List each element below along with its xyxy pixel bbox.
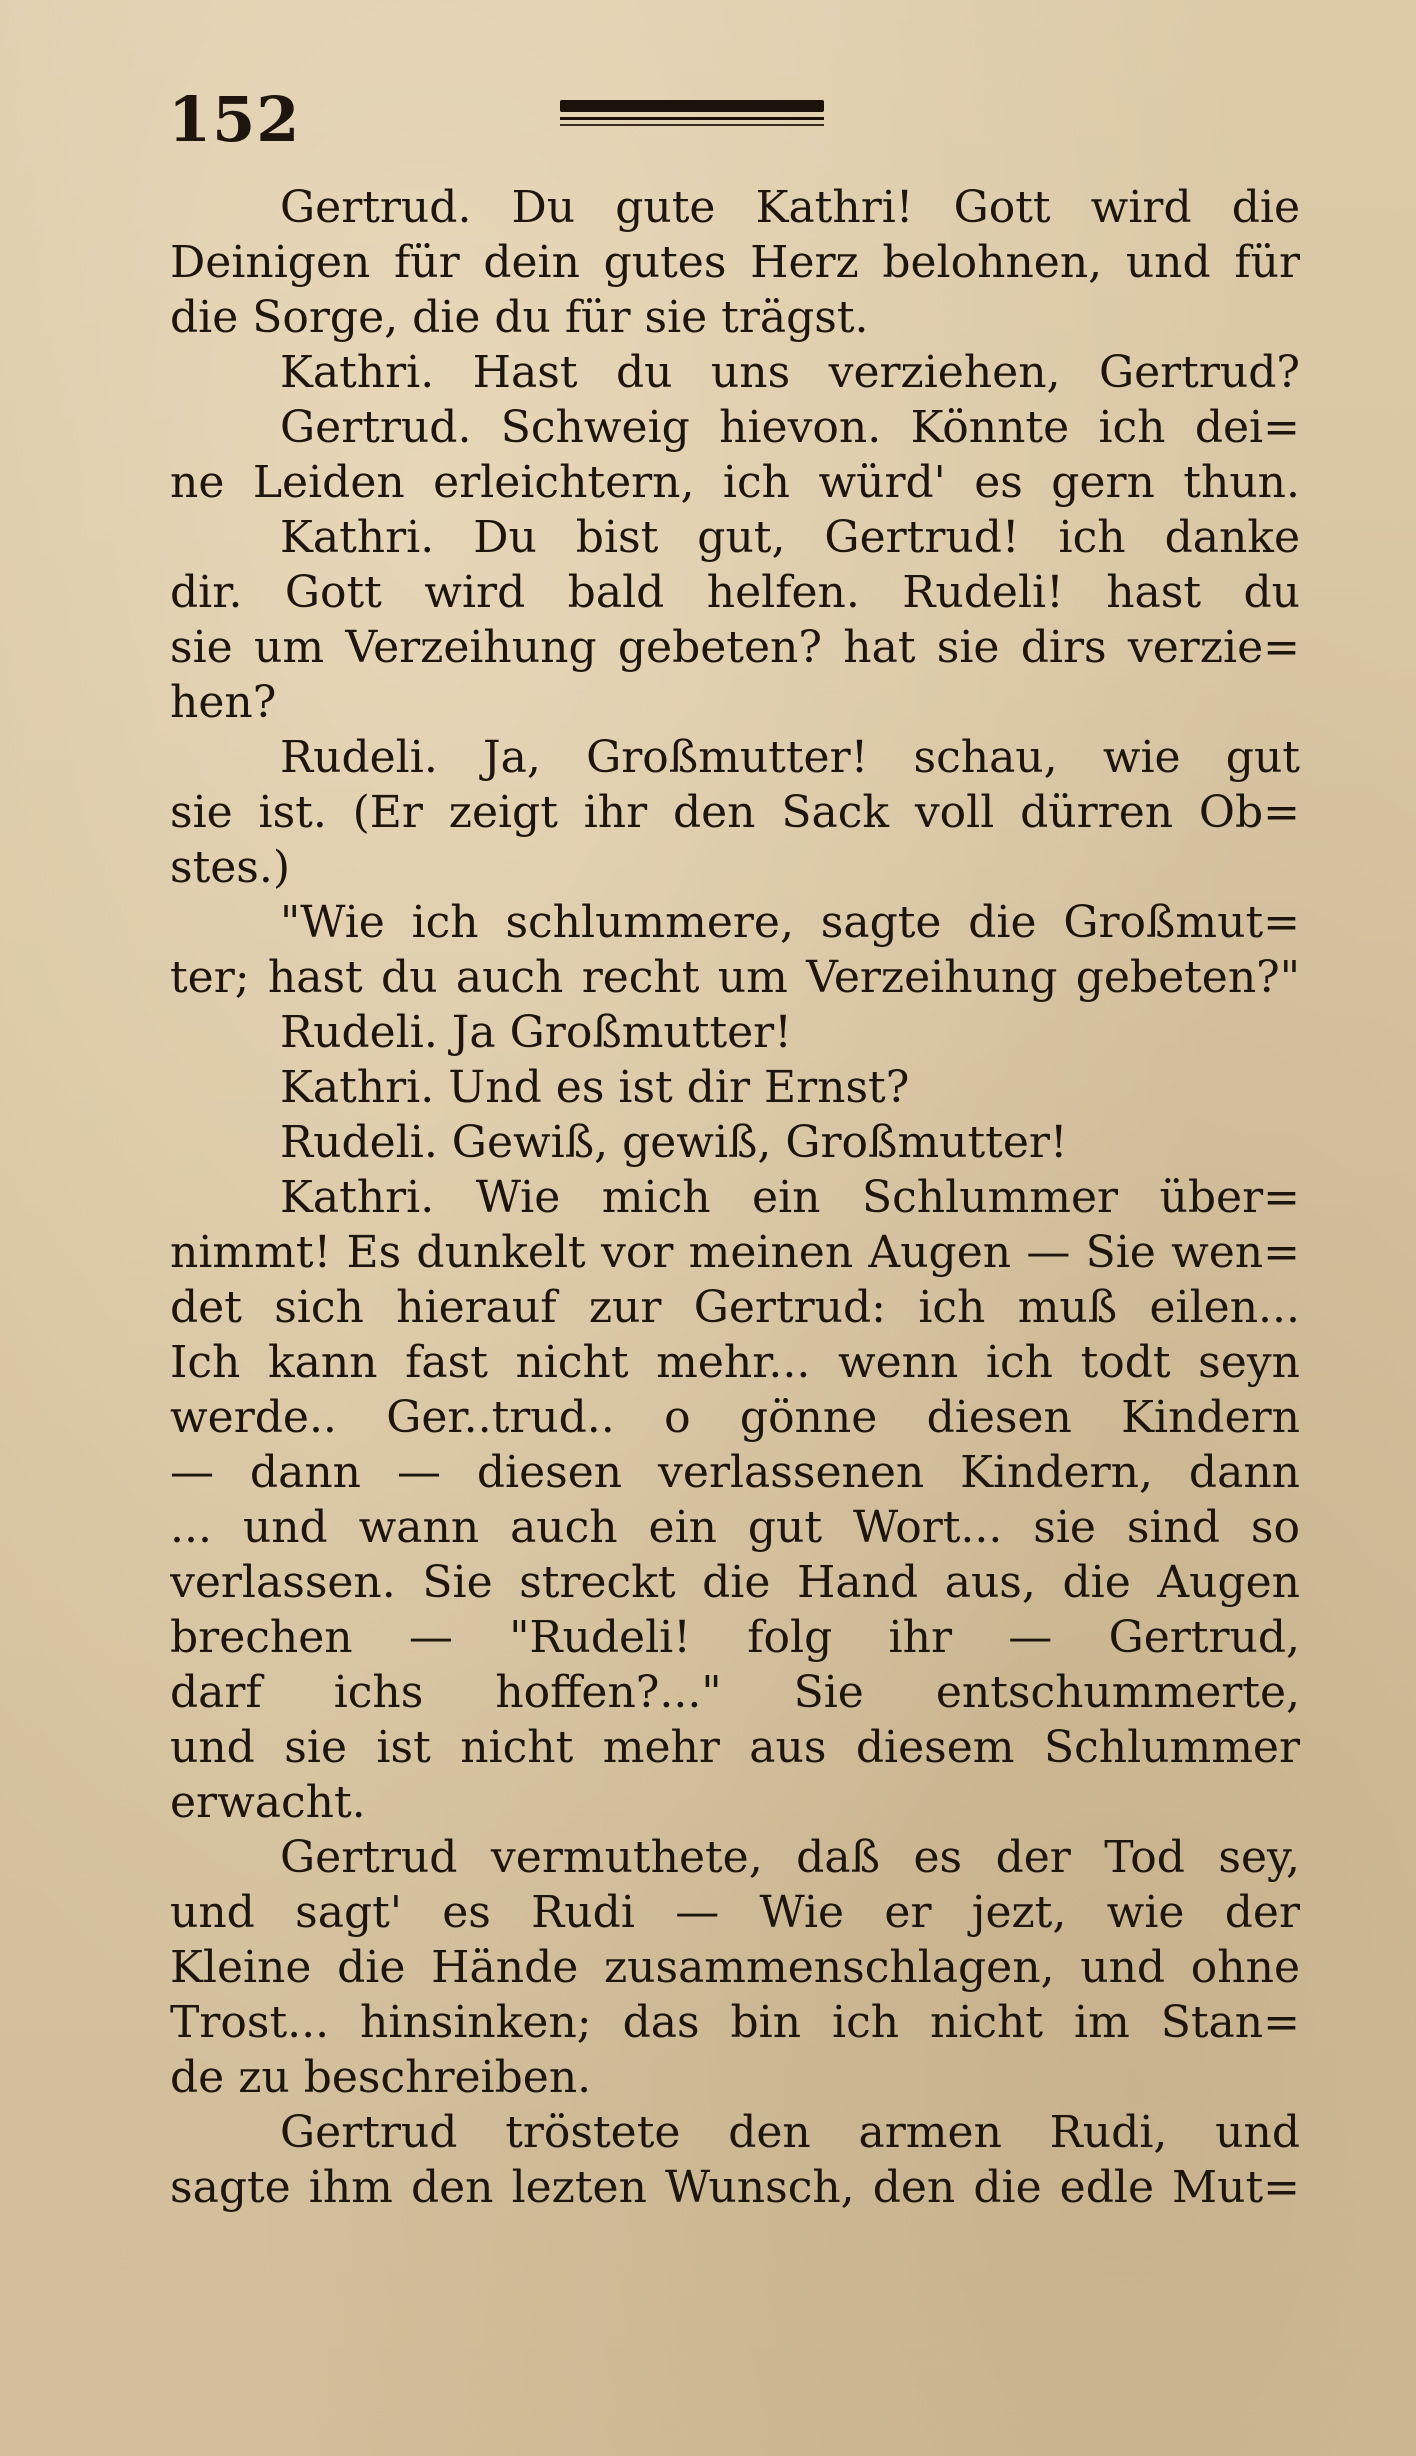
page-header [168,80,1288,160]
text-line: brechen — "Rudeli! folg ihr — Gertrud, [170,1612,1300,1663]
text-line: — dann — diesen verlassenen Kindern, dann [170,1447,1300,1498]
text-line: ter; hast du auch recht um Verzeihung gebeten?" [170,952,1300,1003]
text-line: Rudeli. Ja Großmutter! [280,1007,792,1058]
text-line: ne Leiden erleichtern, ich würd' es gern thun. [170,457,1300,508]
text-line: erwacht. [170,1777,366,1828]
text-line: Kathri. Und es ist dir Ernst? [280,1062,910,1113]
text-line: die Sorge, die du für sie trägst. [170,292,869,343]
body-text [170,180,1300,2215]
text-line: werde.. Ger..trud.. o gönne diesen Kindern [170,1392,1300,1443]
text-line: Kleine die Hände zusammenschlagen, und ohne [170,1942,1300,1993]
text-line: Gertrud. Du gute Kathri! Gott wird die [280,182,1300,233]
text-line: und sagt' es Rudi — Wie er jezt, wie der [170,1887,1300,1938]
text-line: hen? [170,677,277,728]
text-line: det sich hierauf zur Gertrud: ich muß eilen... [170,1282,1300,1333]
text-line: verlassen. Sie streckt die Hand aus, die Augen [170,1557,1300,1608]
text-line: sie um Verzeihung gebeten? hat sie dirs verzie= [170,622,1300,673]
text-line: de zu beschreiben. [170,2052,592,2103]
text-line: sie ist. (Er zeigt ihr den Sack voll dürren Ob= [170,787,1300,838]
text-line: Deinigen für dein gutes Herz belohnen, und für [170,237,1300,288]
text-line: sagte ihm den lezten Wunsch, den die edle Mut= [170,2162,1300,2213]
text-line: Gertrud tröstete den armen Rudi, und [280,2107,1300,2158]
text-line: Ich kann fast nicht mehr... wenn ich todt seyn [170,1337,1300,1388]
text-line: dir. Gott wird bald helfen. Rudeli! hast du [170,567,1300,618]
text-line: stes.) [170,842,291,893]
text-line: darf ichs hoffen?..." Sie entschummerte, [170,1667,1300,1718]
page-number: 152 [168,83,301,156]
text-line: Trost... hinsinken; das bin ich nicht im Stan= [170,1997,1300,2048]
text-line: Kathri. Du bist gut, Gertrud! ich danke [280,512,1300,563]
text-line: Kathri. Hast du uns verziehen, Gertrud? [280,347,1300,398]
text-line: Rudeli. Gewiß, gewiß, Großmutter! [280,1117,1068,1168]
text-line: ... und wann auch ein gut Wort... sie sind so [170,1502,1300,1553]
text-line: Gertrud vermuthete, daß es der Tod sey, [280,1832,1300,1883]
text-line: Rudeli. Ja, Großmutter! schau, wie gut [280,732,1300,783]
text-line: nimmt! Es dunkelt vor meinen Augen — Sie wen= [170,1227,1300,1278]
text-line: und sie ist nicht mehr aus diesem Schlummer [170,1722,1300,1773]
text-line: Gertrud. Schweig hievon. Könnte ich dei= [280,402,1300,453]
text-line: "Wie ich schlummere, sagte die Großmut= [280,897,1300,948]
ornament-hairline-bar [560,124,824,126]
text-line: Kathri. Wie mich ein Schlummer über= [280,1172,1300,1223]
ornament-thick-bar [560,100,824,112]
ornament-thin-bar [560,117,824,120]
header-ornament-rule [560,100,824,128]
